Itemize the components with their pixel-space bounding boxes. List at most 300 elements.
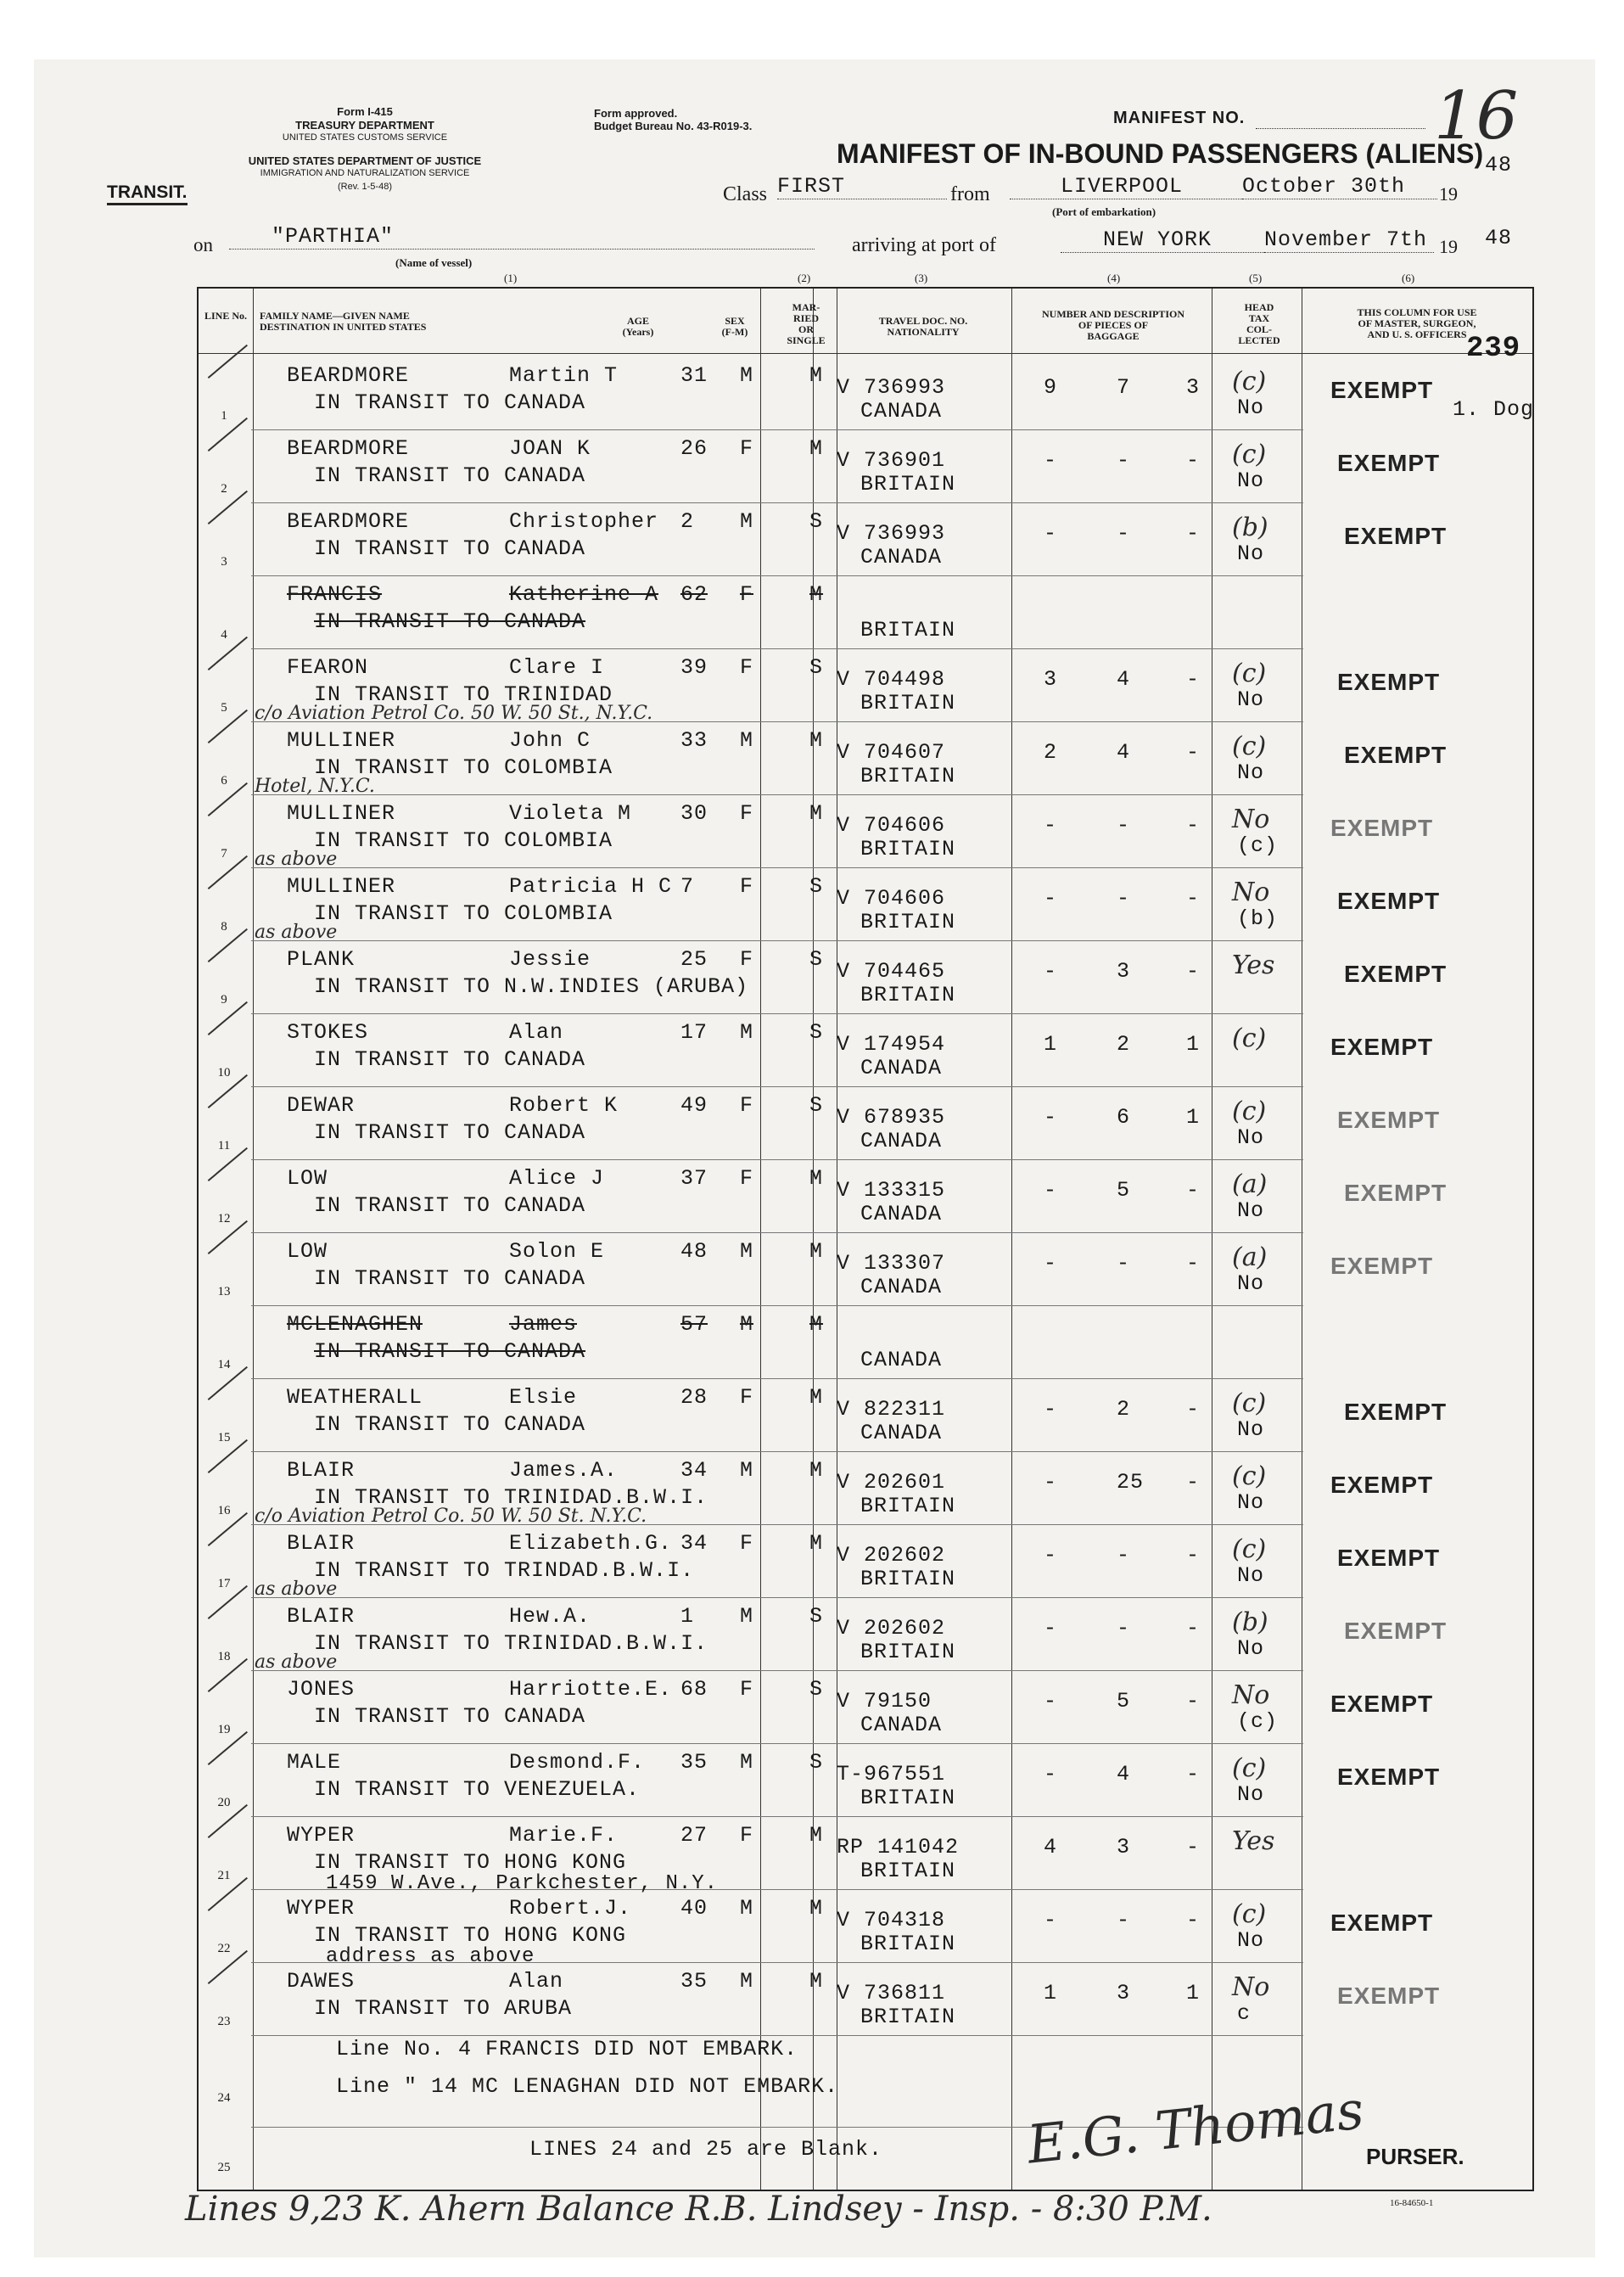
baggage-count-2: - [1117, 521, 1131, 546]
row-divider [251, 1743, 1303, 1744]
row-divider [251, 1670, 1303, 1671]
baggage-count-3: - [1186, 667, 1201, 692]
handwritten-address: as above [255, 849, 338, 870]
passenger-age: 35 [680, 1750, 708, 1775]
passenger-sex: M [740, 1896, 754, 1921]
passenger-family-name: MCLENAGHEN [287, 1312, 423, 1337]
col-divider [1011, 289, 1012, 2190]
baggage-count-3: - [1186, 740, 1201, 765]
col-number-3: (3) [915, 272, 928, 284]
official-stamp: EXEMPT [1344, 1399, 1448, 1425]
passenger-marital-status: S [809, 874, 824, 899]
passenger-family-name: MULLINER [287, 728, 396, 753]
travel-doc-number: V 202602 [837, 1543, 946, 1568]
baggage-count-3: - [1186, 521, 1201, 546]
row-divider [251, 2035, 1303, 2036]
passenger-family-name: FEARON [287, 655, 369, 680]
baggage-count-2: - [1117, 886, 1131, 911]
passenger-sex: F [740, 1385, 754, 1410]
passenger-marital-status: S [809, 1020, 824, 1045]
passenger-family-name: DEWAR [287, 1093, 356, 1118]
col-head-name: FAMILY NAME—GIVEN NAME DESTINATION IN UNITED STATES [260, 310, 427, 333]
line-number: 10 [217, 1066, 231, 1080]
line-number: 2 [221, 482, 227, 496]
arrival-year: 48 [1485, 226, 1513, 250]
purser-signature: E.G. Thomas [1024, 2078, 1367, 2176]
col-head-sex: SEX (F-M) [721, 315, 748, 338]
line-number: 1 [221, 409, 227, 423]
manifest-no-label: MANIFEST NO. [1113, 109, 1246, 127]
class-label: Class [723, 183, 768, 205]
passenger-destination: IN TRANSIT TO CANADA [314, 1266, 586, 1291]
col-divider [253, 289, 254, 2190]
row-divider [251, 502, 1303, 503]
head-tax-mark: (c) [1232, 1096, 1267, 1126]
official-stamp: EXEMPT [1337, 450, 1441, 476]
row-divider [251, 1086, 1303, 1087]
print-code: 16-84650-1 [1390, 2198, 1434, 2208]
year-prefix: 19 [1439, 183, 1458, 205]
baggage-count-3: - [1186, 1397, 1201, 1422]
passenger-nationality: BRITAIN [860, 472, 956, 496]
manifest-title: MANIFEST OF IN-BOUND PASSENGERS (ALIENS) [837, 138, 1484, 169]
baggage-count-2: 6 [1117, 1105, 1131, 1130]
line-number: 5 [221, 701, 227, 715]
baggage-count-3: 1 [1186, 1105, 1201, 1130]
official-stamp: EXEMPT [1344, 1180, 1448, 1206]
passenger-age: 31 [680, 363, 708, 388]
passenger-nationality: CANADA [860, 1421, 943, 1445]
baggage-count-2: - [1117, 1616, 1131, 1640]
travel-doc-number: V 704606 [837, 886, 946, 911]
baggage-count-1: - [1044, 1397, 1058, 1422]
passenger-marital-status: M [809, 363, 824, 388]
passenger-nationality: BRITAIN [860, 1494, 956, 1518]
manifest-no-line [1256, 127, 1425, 129]
head-tax-mark: (c) [1232, 1461, 1267, 1491]
passenger-nationality: BRITAIN [860, 1859, 956, 1883]
baggage-count-2: - [1117, 1908, 1131, 1932]
travel-doc-number: V 704606 [837, 813, 946, 838]
passenger-destination: IN TRANSIT TO TRINIDAD.B.W.I. [314, 1631, 708, 1656]
line-number: 4 [221, 628, 227, 642]
passenger-family-name: BLAIR [287, 1458, 356, 1483]
line-number: 6 [221, 774, 227, 788]
passenger-destination: IN TRANSIT TO HONG KONG [314, 1923, 627, 1948]
official-stamp: EXEMPT [1337, 1764, 1441, 1790]
passenger-age: 30 [680, 801, 708, 826]
form-number: Form I-415 [337, 105, 393, 118]
port-embark-label: (Port of embarkation) [1052, 205, 1156, 218]
baggage-count-1: 3 [1044, 667, 1058, 692]
passenger-marital-status: S [809, 1093, 824, 1118]
passenger-age: 28 [680, 1385, 708, 1410]
passenger-family-name: WEATHERALL [287, 1385, 423, 1410]
baggage-count-3: - [1186, 1908, 1201, 1932]
passenger-marital-status: M [809, 1312, 824, 1337]
passenger-family-name: BEARDMORE [287, 363, 410, 388]
baggage-count-3: - [1186, 1178, 1201, 1203]
head-tax-status: (c) [1237, 833, 1279, 858]
passenger-marital-status: M [809, 582, 824, 607]
baggage-count-2: 2 [1117, 1032, 1131, 1057]
head-tax-status: No [1237, 1198, 1265, 1223]
row-divider [251, 1305, 1303, 1306]
head-tax-mark: (b) [1232, 513, 1268, 542]
passenger-age: 33 [680, 728, 708, 753]
official-stamp: EXEMPT [1344, 961, 1448, 987]
travel-doc-number: V 174954 [837, 1032, 946, 1057]
travel-doc-number: V 704318 [837, 1908, 946, 1932]
baggage-count-1: 1 [1044, 1981, 1058, 2005]
head-tax-mark: (c) [1232, 1024, 1267, 1053]
passenger-marital-status: M [809, 1823, 824, 1848]
passenger-given-name: Solon E [509, 1239, 605, 1264]
passenger-nationality: BRITAIN [860, 618, 956, 642]
passenger-nationality: BRITAIN [860, 1640, 956, 1664]
baggage-count-2: 2 [1117, 1397, 1131, 1422]
passenger-family-name: BEARDMORE [287, 436, 410, 461]
passenger-destination: IN TRANSIT TO ARUBA [314, 1996, 573, 2021]
baggage-count-2: 4 [1117, 1762, 1131, 1786]
baggage-count-2: 5 [1117, 1689, 1131, 1713]
official-stamp: EXEMPT [1330, 1253, 1434, 1279]
passenger-nationality: BRITAIN [860, 691, 956, 715]
col-head-head-tax: HEAD TAX COL- LECTED [1238, 301, 1280, 346]
official-note: 1. Dog [1453, 397, 1535, 422]
passenger-age: 27 [680, 1823, 708, 1848]
passenger-sex: F [740, 582, 754, 607]
budget-bureau: Budget Bureau No. 43-R019-3. [594, 120, 753, 132]
passenger-destination: IN TRANSIT TO CANADA [314, 1412, 586, 1437]
col-head-line-no: LINE No. [204, 310, 247, 322]
baggage-count-2: 25 [1117, 1470, 1145, 1495]
header-divider [199, 353, 1532, 354]
passenger-sex: M [740, 1969, 754, 1994]
travel-doc-number: V 736993 [837, 375, 946, 400]
passenger-nationality: BRITAIN [860, 983, 956, 1007]
passenger-nationality: CANADA [860, 1713, 943, 1737]
passenger-given-name: Christopher [509, 509, 659, 534]
passenger-address: address as above [326, 1945, 535, 1968]
passenger-destination: IN TRANSIT TO VENEZUELA. [314, 1777, 641, 1802]
baggage-count-1: - [1044, 1908, 1058, 1932]
line-number: 19 [217, 1723, 231, 1736]
line-number: 16 [217, 1504, 231, 1517]
line-number: 11 [217, 1139, 231, 1153]
passenger-given-name: Robert K [509, 1093, 619, 1118]
baggage-count-1: - [1044, 1543, 1058, 1568]
form-approved: Form approved. [594, 107, 678, 120]
passenger-marital-status: S [809, 1677, 824, 1702]
head-tax-mark: No [1232, 805, 1270, 834]
passenger-destination: IN TRANSIT TO HONG KONG [314, 1850, 627, 1875]
col-number-2: (2) [798, 272, 811, 284]
note-mclenaghan: Line " 14 MC LENAGHAN DID NOT EMBARK. [336, 2074, 839, 2099]
line-number: 21 [217, 1869, 231, 1882]
baggage-count-3: - [1186, 1689, 1201, 1713]
head-tax-mark: (b) [1232, 1607, 1268, 1637]
passenger-sex: F [740, 947, 754, 972]
head-tax-status: No [1237, 541, 1265, 566]
head-tax-status: No [1237, 1636, 1265, 1661]
passenger-destination: IN TRANSIT TO TRINIDAD.B.W.I. [314, 1485, 708, 1510]
passenger-given-name: Hew.A. [509, 1604, 591, 1629]
arriving-label: arriving at port of [852, 234, 996, 256]
year-value: 48 [1485, 153, 1513, 177]
col-number-1: (1) [504, 272, 518, 284]
passenger-family-name: LOW [287, 1239, 328, 1264]
baggage-count-2: 3 [1117, 1835, 1131, 1859]
baggage-count-3: - [1186, 1835, 1201, 1859]
travel-doc-number: V 133307 [837, 1251, 946, 1276]
travel-doc-number: V 704607 [837, 740, 946, 765]
baggage-count-1: 1 [1044, 1032, 1058, 1057]
passenger-nationality: BRITAIN [860, 1932, 956, 1956]
passenger-given-name: JOAN K [509, 436, 591, 461]
passenger-marital-status: S [809, 947, 824, 972]
passenger-marital-status: M [809, 1531, 824, 1556]
line-number: 9 [221, 993, 227, 1007]
handwritten-address: as above [255, 1652, 338, 1673]
baggage-count-2: 3 [1117, 959, 1131, 984]
passenger-marital-status: S [809, 1750, 824, 1775]
handwritten-address: c/o Aviation Petrol Co. 50 W. 50 St. N.Y.C. [255, 1506, 647, 1527]
arrival-year-prefix: 19 [1439, 236, 1458, 257]
passenger-marital-status: S [809, 509, 824, 534]
official-stamp: EXEMPT [1330, 1472, 1434, 1498]
passenger-age: 34 [680, 1531, 708, 1556]
passenger-age: 35 [680, 1969, 708, 1994]
passenger-given-name: James.A. [509, 1458, 619, 1483]
travel-doc-number: V 704498 [837, 667, 946, 692]
baggage-count-3: 1 [1186, 1032, 1201, 1057]
head-tax-mark: No [1232, 1680, 1270, 1710]
row-divider [251, 940, 1303, 941]
passenger-marital-status: M [809, 1896, 824, 1921]
baggage-count-1: - [1044, 1689, 1058, 1713]
head-tax-mark: (c) [1232, 367, 1267, 396]
passenger-given-name: Martin T [509, 363, 619, 388]
row-divider [251, 648, 1303, 649]
baggage-count-2: - [1117, 813, 1131, 838]
passenger-marital-status: M [809, 436, 824, 461]
baggage-count-2: 7 [1117, 375, 1131, 400]
baggage-count-3: - [1186, 1251, 1201, 1276]
head-tax-mark: (c) [1232, 659, 1267, 688]
handwritten-address: as above [255, 922, 338, 943]
passenger-marital-status: M [809, 801, 824, 826]
passenger-destination: IN TRANSIT TO CANADA [314, 1704, 586, 1729]
head-tax-status: No [1237, 1782, 1265, 1807]
handwritten-address: as above [255, 1579, 338, 1600]
head-tax-status: No [1237, 468, 1265, 493]
official-stamp: EXEMPT [1337, 669, 1441, 695]
baggage-count-3: - [1186, 1470, 1201, 1495]
baggage-count-2: 3 [1117, 1981, 1131, 2005]
passenger-family-name: MALE [287, 1750, 342, 1775]
row-divider [251, 429, 1303, 430]
passenger-destination: IN TRANSIT TO CANADA [314, 536, 586, 561]
passenger-sex: F [740, 1531, 754, 1556]
passenger-given-name: John C [509, 728, 591, 753]
travel-doc-number: V 822311 [837, 1397, 946, 1422]
passenger-age: 25 [680, 947, 708, 972]
travel-doc-number: T-967551 [837, 1762, 946, 1786]
travel-doc-number: V 736811 [837, 1981, 946, 2005]
passenger-given-name: Patricia H C [509, 874, 673, 899]
baggage-count-1: 9 [1044, 375, 1058, 400]
travel-doc-number: V 202602 [837, 1616, 946, 1640]
passenger-age: 26 [680, 436, 708, 461]
baggage-count-3: - [1186, 1543, 1201, 1568]
passenger-marital-status: S [809, 1604, 824, 1629]
travel-doc-number: V 704465 [837, 959, 946, 984]
head-tax-mark: (c) [1232, 732, 1267, 761]
passenger-age: 68 [680, 1677, 708, 1702]
passenger-age: 49 [680, 1093, 708, 1118]
passenger-sex: F [740, 1823, 754, 1848]
passenger-family-name: JONES [287, 1677, 356, 1702]
passenger-nationality: BRITAIN [860, 2005, 956, 2029]
passenger-sex: M [740, 1239, 754, 1264]
baggage-count-1: - [1044, 1762, 1058, 1786]
passenger-age: 1 [680, 1604, 695, 1629]
col-head-age: AGE (Years) [622, 315, 654, 338]
vessel-name: "PARTHIA" [229, 224, 815, 250]
col-head-married: MAR- RIED OR SINGLE [787, 301, 826, 346]
official-stamp: EXEMPT [1344, 1618, 1448, 1644]
head-tax-status: (b) [1237, 906, 1279, 931]
row-divider [251, 1597, 1303, 1598]
passenger-destination: IN TRANSIT TO COLOMBIA [314, 901, 613, 926]
row-divider [251, 1159, 1303, 1160]
passenger-marital-status: M [809, 1385, 824, 1410]
passenger-destination: IN TRANSIT TO CANADA [314, 1120, 586, 1145]
col-head-official: THIS COLUMN FOR USE OF MASTER, SURGEON, AND U. S. OFFICERS [1357, 306, 1477, 340]
col-divider [760, 289, 761, 2190]
head-tax-status: No [1237, 1271, 1265, 1296]
passenger-marital-status: M [809, 1458, 824, 1483]
head-tax-status: No [1237, 1928, 1265, 1953]
passenger-given-name: Marie.F. [509, 1823, 619, 1848]
from-value: LIVERPOOL [1010, 174, 1256, 199]
line-number-25: 25 [217, 2161, 231, 2174]
passenger-marital-status: M [809, 1239, 824, 1264]
head-tax-mark: Yes [1232, 1826, 1275, 1856]
passenger-age: 57 [680, 1312, 708, 1337]
passenger-nationality: CANADA [860, 1202, 943, 1226]
travel-doc-number: V 202601 [837, 1470, 946, 1495]
head-tax-mark: (c) [1232, 440, 1267, 469]
baggage-count-2: - [1117, 1543, 1131, 1568]
passenger-age: 39 [680, 655, 708, 680]
passenger-age: 17 [680, 1020, 708, 1045]
official-stamp: EXEMPT [1330, 1691, 1434, 1717]
passenger-given-name: Alan [509, 1969, 564, 1994]
passenger-family-name: BEARDMORE [287, 509, 410, 534]
passenger-sex: M [740, 509, 754, 534]
travel-doc-number: V 79150 [837, 1689, 932, 1713]
passenger-destination: IN TRANSIT TO TRINIDAD [314, 682, 613, 707]
passenger-given-name: James [509, 1312, 578, 1337]
passenger-sex: F [740, 436, 754, 461]
passenger-age: 34 [680, 1458, 708, 1483]
official-stamp: EXEMPT [1330, 1910, 1434, 1936]
passenger-nationality: BRITAIN [860, 764, 956, 788]
passenger-destination: IN TRANSIT TO COLOMBIA [314, 755, 613, 780]
line-number: 22 [217, 1942, 231, 1955]
line-number: 12 [217, 1212, 231, 1225]
official-stamp: EXEMPT [1344, 523, 1448, 549]
line-number: 3 [221, 555, 227, 569]
line-number: 7 [221, 847, 227, 861]
passenger-destination: IN TRANSIT TO CANADA [314, 1193, 586, 1218]
head-tax-mark: (c) [1232, 1899, 1267, 1929]
col-head-baggage: NUMBER AND DESCRIPTION OF PIECES OF BAGGAGE [1041, 308, 1185, 342]
purser-label: PURSER. [1366, 2144, 1464, 2169]
dept-immigration: IMMIGRATION AND NATURALIZATION SERVICE [260, 168, 470, 178]
col-number-5: (5) [1249, 272, 1263, 284]
line-number: 15 [217, 1431, 231, 1444]
row-divider [251, 1816, 1303, 1817]
head-tax-status: No [1237, 1417, 1265, 1442]
baggage-count-1: - [1044, 1251, 1058, 1276]
handwritten-address: c/o Aviation Petrol Co. 50 W. 50 St., N.Y.C. [255, 703, 653, 724]
passenger-given-name: Alice J [509, 1166, 605, 1191]
passenger-age: 40 [680, 1896, 708, 1921]
passenger-family-name: STOKES [287, 1020, 369, 1045]
passenger-sex: M [740, 363, 754, 388]
row-divider [251, 575, 1303, 576]
baggage-count-2: 4 [1117, 667, 1131, 692]
transit-label: TRANSIT. [107, 182, 188, 205]
baggage-count-3: - [1186, 1762, 1201, 1786]
passenger-family-name: MULLINER [287, 874, 396, 899]
note-blank-lines: LINES 24 and 25 are Blank. [529, 2137, 883, 2162]
head-tax-status: (c) [1237, 1709, 1279, 1734]
head-tax-mark: Yes [1232, 951, 1275, 980]
baggage-count-3: - [1186, 1616, 1201, 1640]
class-value: FIRST [777, 174, 947, 199]
passenger-nationality: BRITAIN [860, 1786, 956, 1810]
form-revision: (Rev. 1-5-48) [338, 182, 392, 192]
page-stamp: 239 [1466, 333, 1521, 365]
baggage-count-2: 5 [1117, 1178, 1131, 1203]
baggage-count-2: - [1117, 448, 1131, 473]
passenger-nationality: CANADA [860, 399, 943, 423]
passenger-age: 7 [680, 874, 695, 899]
passenger-destination: IN TRANSIT TO TRINDAD.B.W.I. [314, 1558, 695, 1583]
passenger-destination: IN TRANSIT TO CANADA [314, 1047, 586, 1072]
baggage-count-2: 4 [1117, 740, 1131, 765]
passenger-age: 48 [680, 1239, 708, 1264]
dept-justice: UNITED STATES DEPARTMENT OF JUSTICE [248, 154, 482, 167]
passenger-given-name: Violeta M [509, 801, 632, 826]
from-label: from [950, 183, 990, 205]
line-number: 20 [217, 1796, 231, 1809]
head-tax-status: No [1237, 1125, 1265, 1150]
row-divider [251, 1013, 1303, 1014]
baggage-count-3: 3 [1186, 375, 1201, 400]
passenger-age: 37 [680, 1166, 708, 1191]
line-number: 14 [217, 1358, 231, 1371]
passenger-nationality: BRITAIN [860, 837, 956, 861]
passenger-sex: M [740, 728, 754, 753]
passenger-destination: IN TRANSIT TO CANADA [314, 609, 586, 634]
passenger-nationality: CANADA [860, 1348, 943, 1372]
line-number-24: 24 [217, 2091, 231, 2105]
